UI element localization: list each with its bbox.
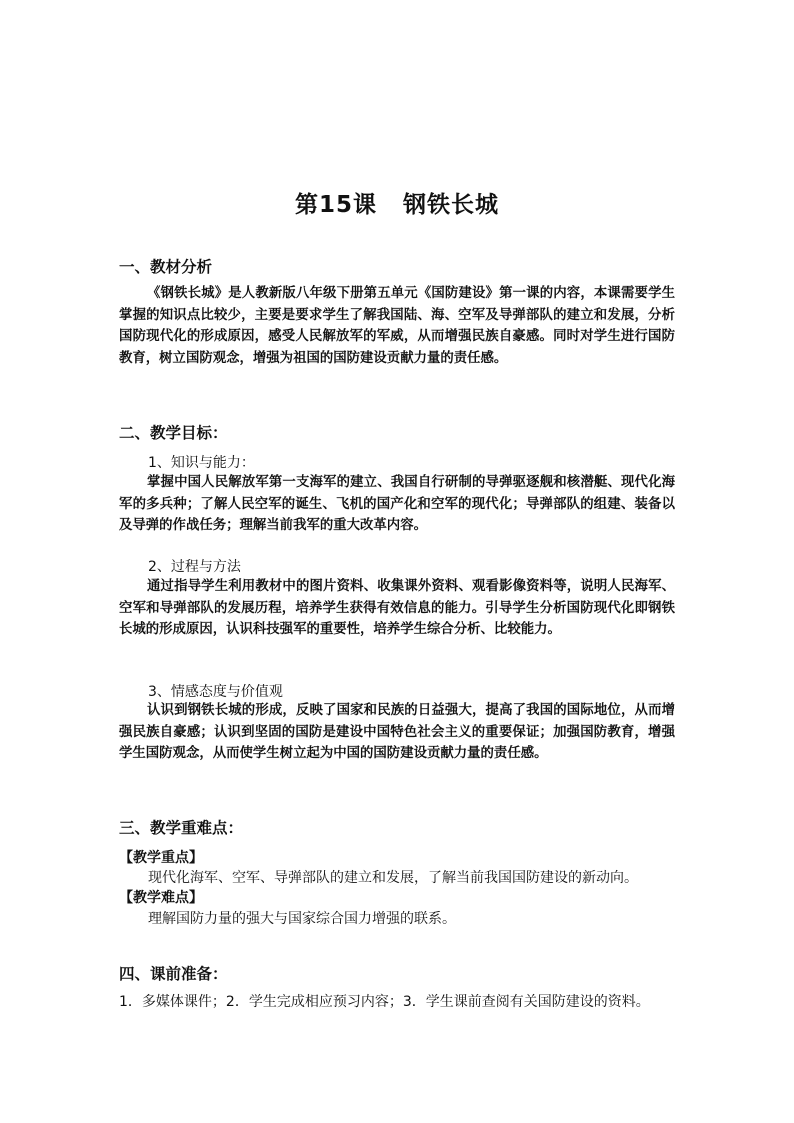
objective-3-text: 认识到钢铁长城的形成，反映了国家和民族的日益强大，提高了我国的国际地位，从而增强民族自豪感；认识到坚固的国防是建设中国特色社会主义的重要保证；加强国防教育，增强学生国防观念，从而使学生树立起为中国的国防建设贡献力量的责任感。: [119, 702, 675, 762]
difficulty-text: 理解国防力量的强大与国家综合国力增强的联系。: [148, 911, 456, 927]
lesson-number: 第15课: [294, 192, 377, 218]
section-heading-preparation: 四、课前准备：: [119, 965, 228, 983]
lesson-title: [0, 186, 794, 219]
preparation-text: 1．多媒体课件；2．学生完成相应预习内容；3．学生课前查阅有关国防建设的资料。: [119, 994, 650, 1010]
lesson-name: 钢铁长城: [403, 192, 499, 218]
section-heading-objectives: 二、教学目标：: [119, 424, 228, 442]
key-point-label: 【教学重点】: [119, 850, 203, 866]
objective-1-label: 1、知识与能力：: [148, 455, 255, 471]
section-heading-key-points: 三、教学重难点：: [119, 819, 244, 837]
objective-3-label: 3、情感态度与价值观: [148, 684, 283, 700]
key-point-text: 现代化海军、空军、导弹部队的建立和发展，了解当前我国国防建设的新动向。: [148, 870, 638, 886]
difficulty-label: 【教学难点】: [119, 890, 203, 906]
analysis-paragraph: 《钢铁长城》是人教新版八年级下册第五单元《国防建设》第一课的内容，本课需要学生掌握的知识点比较少，主要是要求学生了解我国陆、海、空军及导弹部队的建立和发展，分析国防现代化的形成原因，感受人民解放军的军威，从而增强民族自豪感。同时对学生进行国防教育，树立国防观念，增强为祖国的国防建设贡献力量的责任感。: [119, 285, 675, 366]
section-heading-analysis: 一、教材分析: [119, 258, 213, 276]
objective-2-label: 2、过程与方法: [148, 559, 241, 575]
objective-1-text: 掌握中国人民解放军第一支海军的建立、我国自行研制的导弹驱逐舰和核潜艇、现代化海军的多兵种；了解人民空军的诞生、飞机的国产化和空军的现代化；导弹部队的组建、装备以及导弹的作战任务；理解当前我军的重大改革内容。: [119, 474, 675, 534]
objective-2-text: 通过指导学生利用教材中的图片资料、收集课外资料、观看影像资料等，说明人民海军、空军和导弹部队的发展历程，培养学生获得有效信息的能力。引导学生分析国防现代化即钢铁长城的形成原因，认识科技强军的重要性，培养学生综合分析、比较能力。: [119, 578, 675, 638]
